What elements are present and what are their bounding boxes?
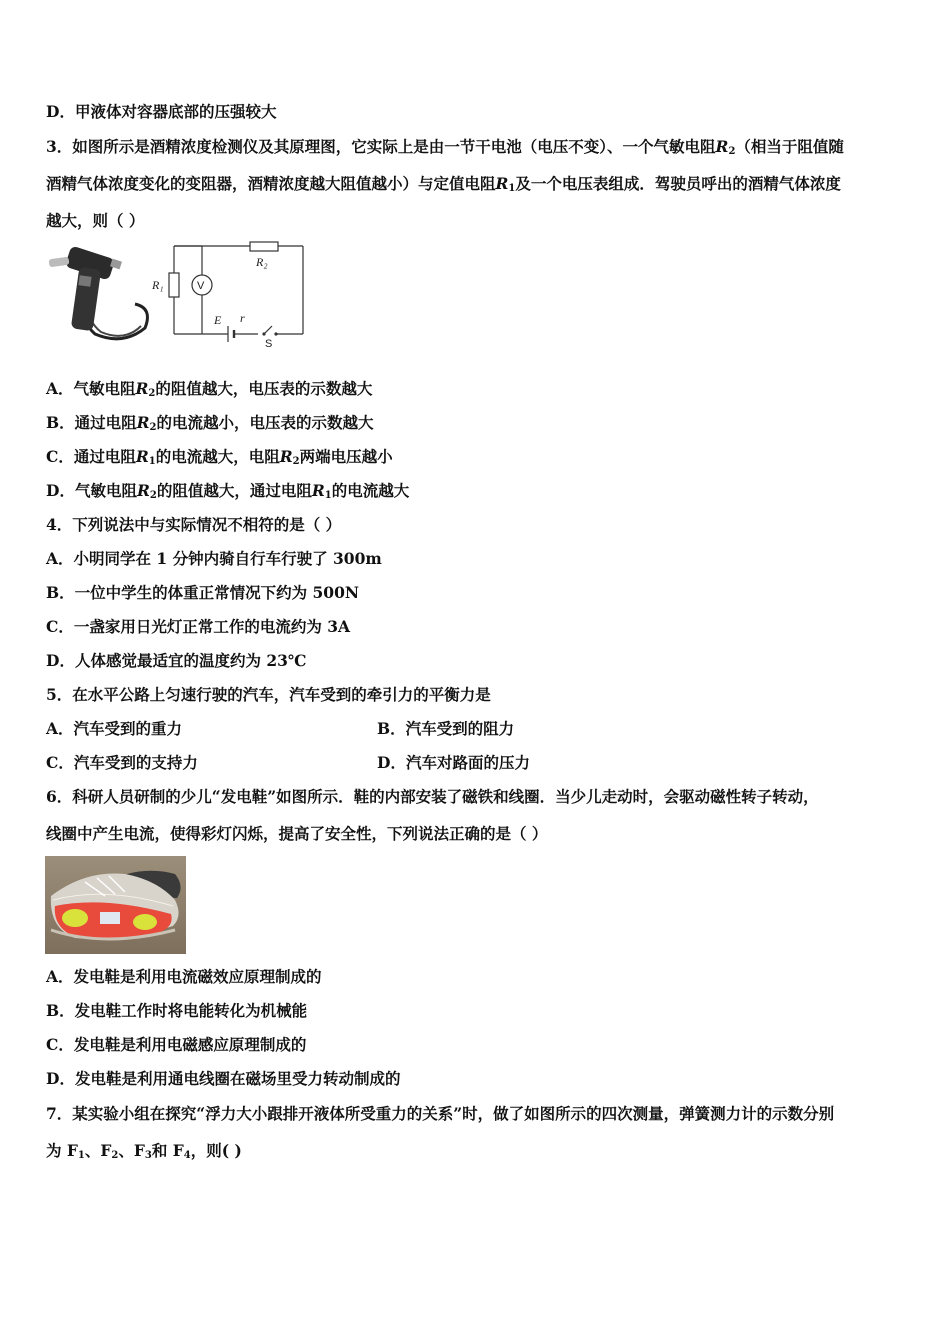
q3-option-c: C．通过电阻$R_1$的电流越大，电阻$R_2$两端电压越小 xyxy=(46,447,393,467)
q5-stem: 5．在水平公路上匀速行驶的汽车，汽车受到的牵引力的平衡力是 xyxy=(46,685,491,704)
q4-option-d: D．人体感觉最适宜的温度约为 23℃ xyxy=(46,651,307,670)
q3-option-a: A．气敏电阻$R_2$的阻值越大，电压表的示数越大 xyxy=(46,379,373,399)
q6-option-d: D．发电鞋是利用通电线圈在磁场里受力转动制成的 xyxy=(46,1069,401,1088)
q7-stem-line-1: 7．某实验小组在探究“浮力大小跟排开液体所受重力的关系”时，做了如图所示的四次测量，弹簧测力计的示数分别 xyxy=(46,1104,835,1123)
q6-stem-line-1: 6．科研人员研制的少儿“发电鞋”如图所示．鞋的内部安装了磁铁和线圈．当少儿走动时，会驱动磁性转子转动， xyxy=(46,787,819,806)
label-r2: R₂ xyxy=(256,255,268,269)
circuit-diagram xyxy=(148,240,308,350)
q4-option-a: A．小明同学在 1 分钟内骑自行车行驶了 300m xyxy=(46,549,382,568)
q6-option-c: C．发电鞋是利用电磁感应原理制成的 xyxy=(46,1035,307,1054)
label-v: V xyxy=(197,280,205,292)
q5-option-c: C．汽车受到的支持力 xyxy=(46,753,198,772)
q2-option-d: D．甲液体对容器底部的压强较大 xyxy=(46,102,277,121)
q3-option-b: B．通过电阻$R_2$的电流越小，电压表的示数越大 xyxy=(46,413,374,433)
q5-options-row-1 xyxy=(46,719,846,739)
q7-stem-line-2: 为 $F_1$、$F_2$、$F_3$和 $F_4$，则( ) xyxy=(46,1141,242,1161)
q4-option-c: C．一盏家用日光灯正常工作的电流约为 3A xyxy=(46,617,351,636)
q5-options-row-2 xyxy=(46,753,846,773)
label-r: r xyxy=(240,311,245,325)
q3-option-d: D．气敏电阻$R_2$的阻值越大，通过电阻$R_1$的电流越大 xyxy=(46,481,410,501)
q3-stem-line-2: 酒精气体浓度变化的变阻器，酒精浓度越大阻值越小）与定值电阻$R_1$及一个电压表组成．驾驶员呼出的酒精气体浓度 xyxy=(46,174,841,194)
q3-stem-line-1: 3．如图所示是酒精浓度检测仪及其原理图，它实际上是由一节干电池（电压不变）、一个气敏电阻$R_2$（相当于阻值随 xyxy=(46,137,844,157)
q4-option-b: B．一位中学生的体重正常情况下约为 500N xyxy=(46,583,360,602)
q5-option-b: B．汽车受到的阻力 xyxy=(377,719,515,738)
q6-stem-line-2: 线圈中产生电流，使得彩灯闪烁，提高了安全性，下列说法正确的是（ ） xyxy=(46,824,548,843)
label-e: E xyxy=(214,313,222,327)
breathalyzer-image xyxy=(45,246,155,348)
q5-option-d: D．汽车对路面的压力 xyxy=(377,753,530,772)
label-r1: R₁ xyxy=(152,278,164,292)
q3-stem-line-3: 越大，则（ ） xyxy=(46,211,145,230)
q6-option-a: A．发电鞋是利用电流磁效应原理制成的 xyxy=(46,967,322,986)
label-s: S xyxy=(265,338,273,350)
q4-stem: 4．下列说法中与实际情况不相符的是（ ） xyxy=(46,515,342,534)
r2-resistor xyxy=(250,242,278,251)
r1-resistor xyxy=(169,273,179,297)
shoe-image xyxy=(45,856,186,954)
q5-option-a: A．汽车受到的重力 xyxy=(46,719,183,738)
q6-option-b: B．发电鞋工作时将电能转化为机械能 xyxy=(46,1001,308,1020)
